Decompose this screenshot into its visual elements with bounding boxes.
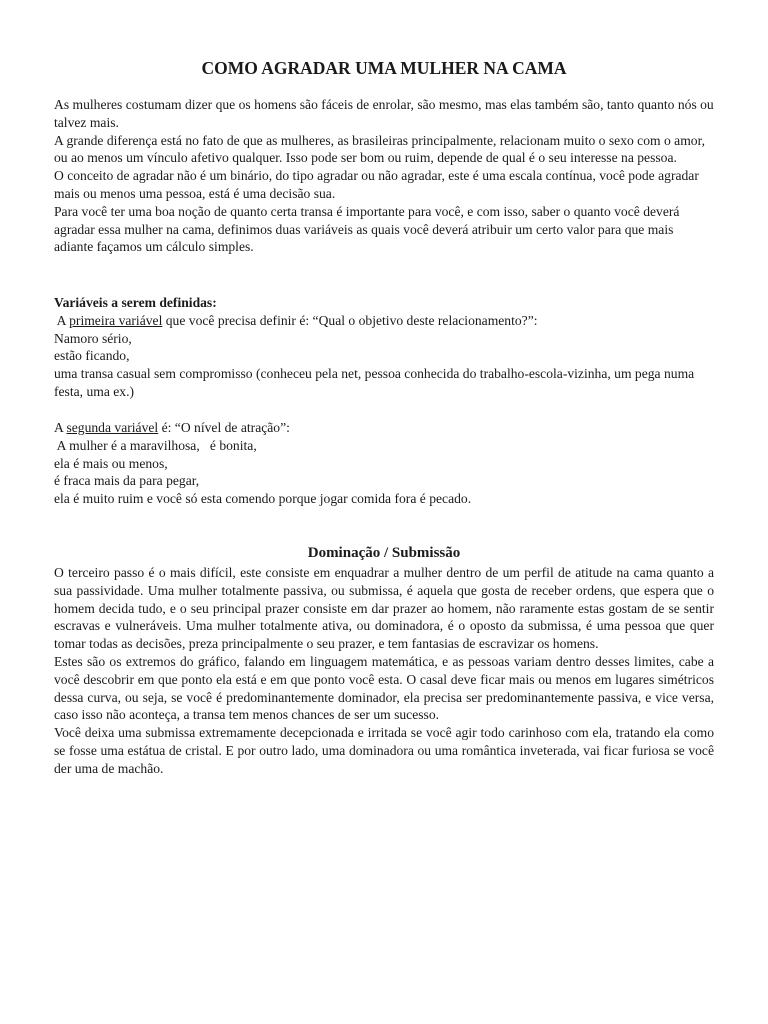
second-variable-option: A mulher é a maravilhosa, é bonita, bbox=[54, 437, 257, 453]
variables-heading: Variáveis a serem definidas: bbox=[54, 295, 217, 310]
second-variable-prefix: A bbox=[54, 420, 67, 435]
first-variable-option: Namoro sério, bbox=[54, 330, 132, 346]
first-variable-question bbox=[54, 312, 714, 330]
section-paragraph: Você deixa uma submissa extremamente decepcionada e irritada se você agir todo carinhoso com ela, tratando ela como se fosse uma estátua de cristal. E por outro lado, uma dominadora ou uma romântica inveterada, vai ficar furiosa se você der uma de machão. bbox=[54, 725, 714, 776]
second-variable-option: ela é mais ou menos, bbox=[54, 455, 168, 471]
first-variable-text: que você precisa definir é: “Qual o objetivo deste relacionamento?”: bbox=[162, 312, 538, 328]
second-variable-option: ela é muito ruim e você só esta comendo porque jogar comida fora é pecado. bbox=[54, 491, 472, 507]
second-variable-section bbox=[54, 419, 714, 508]
intro-section bbox=[54, 96, 714, 256]
first-variable-term: primeira variável bbox=[69, 312, 163, 328]
second-variable-option: é fraca mais da para pegar, bbox=[54, 473, 200, 489]
first-variable-option: uma transa casual sem compromisso (conheceu pela net, pessoa conhecida do trabalho-escola-vizinha, um pega numa festa, uma ex.) bbox=[54, 366, 695, 399]
intro-paragraph: Para você ter uma boa noção de quanto certa transa é importante para você, e com isso, saber o quanto você deverá agradar essa mulher na cama, definimos duas variáveis as quais você deverá atribuir um certo valor para que mais adiante façamos um cálculo simples. bbox=[54, 203, 680, 255]
second-variable-text: é: “O nível de atração”: bbox=[158, 420, 290, 435]
first-variable-prefix: A bbox=[54, 312, 70, 328]
variables-section bbox=[54, 294, 714, 401]
intro-paragraph: O conceito de agradar não é um binário, do tipo agradar ou não agradar, este é uma escala contínua, você pode agradar mais ou menos uma pessoa, está é uma decisão sua. bbox=[54, 168, 699, 201]
intro-paragraph: A grande diferença está no fato de que as mulheres, as brasileiras principalmente, relacionam muito o sexo com o amor, ou ao menos um vínculo afetivo qualquer. Isso pode ser bom ou ruim, depende de qual é o seu interesse na pessoa. bbox=[54, 132, 705, 166]
intro-paragraph: As mulheres costumam dizer que os homens são fáceis de enrolar, são mesmo, mas elas também são, tanto quanto nós ou talvez mais. bbox=[54, 97, 714, 130]
document-title: COMO AGRADAR UMA MULHER NA CAMA bbox=[201, 58, 567, 78]
domination-section bbox=[54, 564, 714, 778]
first-variable-option: estão ficando, bbox=[54, 348, 130, 364]
second-variable-term: segunda variável bbox=[66, 420, 159, 435]
second-variable-question bbox=[54, 419, 714, 437]
section-paragraph: Estes são os extremos do gráfico, falando em linguagem matemática, e as pessoas variam dentro desses limites, cabe a você descobrir em que ponto ela está e em que ponto você esta. O casal deve ficar mais ou menos em lugares simétricos dessa curva, ou seja, se você é predominantemente dominador, ela precisa ser predominantemente passiva, e vice versa, caso isso não aconteça, a transa tem menos chances de ser um sucesso. bbox=[54, 653, 714, 723]
section-paragraph: O terceiro passo é o mais difícil, este consiste em enquadrar a mulher dentro de um perfil de atitude na cama quanto a sua passividade. Uma mulher totalmente passiva, ou submissa, é aquela que gosta de receber ordens, que espera que o homem decida tudo, e o seu principal prazer consiste em dar prazer ao homem, não raramente estas gostam de se sentir escravas e vulneráveis. Uma mulher totalmente ativa, ou dominadora, é o oposto da submissa, é uma pessoa que quer tomar todas as decisões, preza principalmente o seu prazer, e tem fantasias de escravizar os homens. bbox=[54, 565, 714, 652]
section-title: Dominação / Submissão bbox=[307, 545, 461, 561]
